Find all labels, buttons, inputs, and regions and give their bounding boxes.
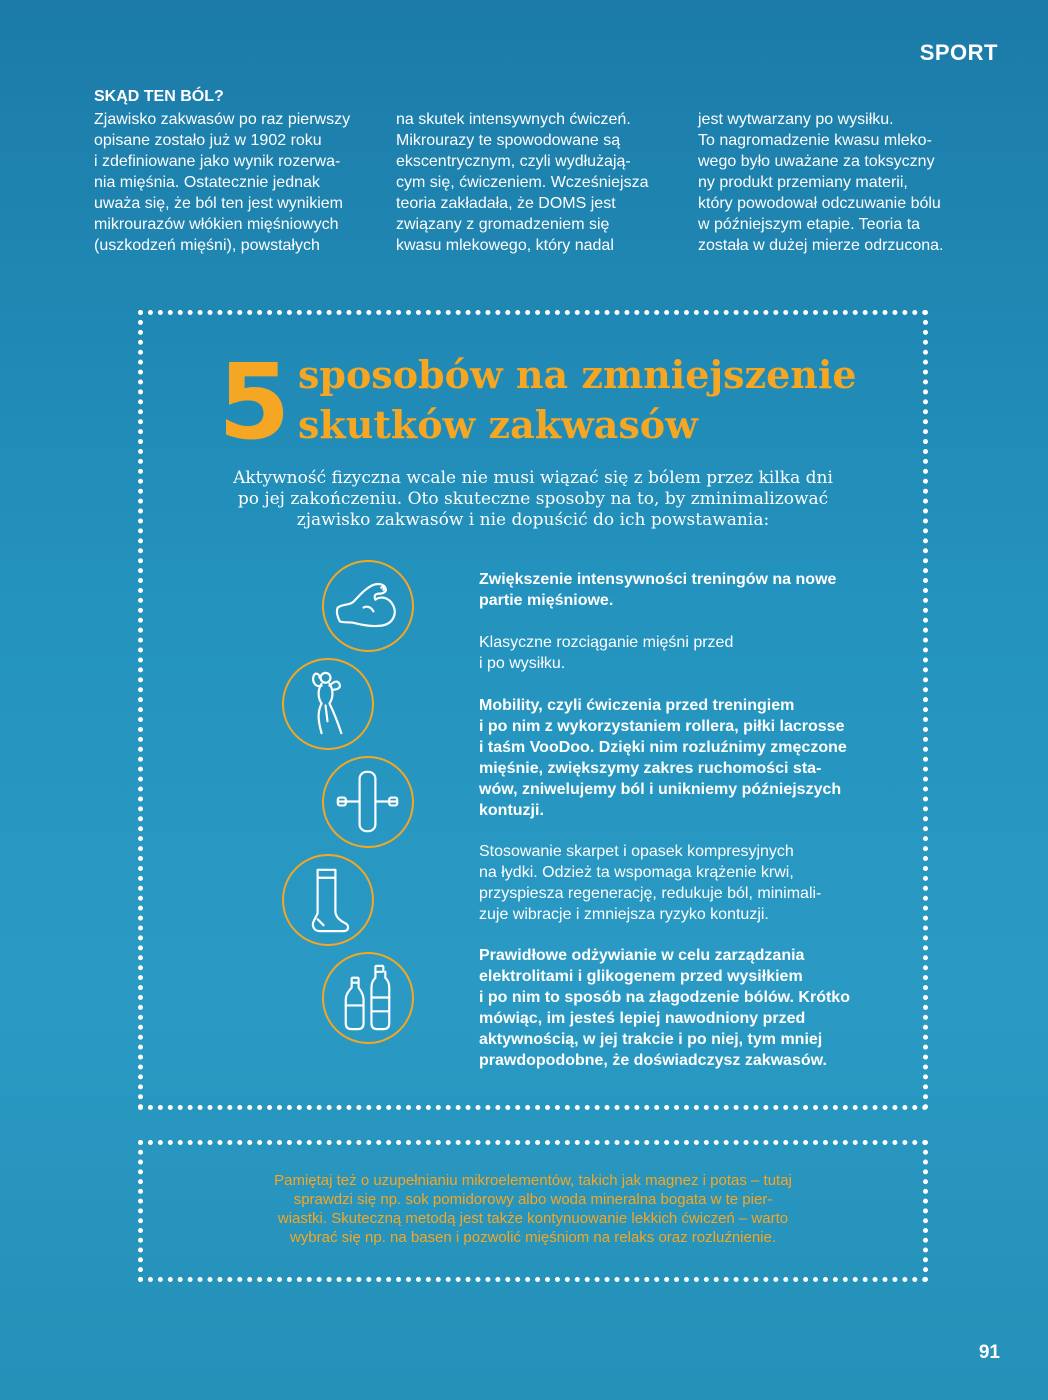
feature-title-line-2: skutków zakwasów: [298, 402, 698, 447]
compression-sock-icon: [282, 854, 374, 946]
section-label: SPORT: [919, 40, 998, 65]
tip-3: Mobility, czyli ćwiczenia przed treningiem i po nim z wykorzystaniem rollera, piłki lacrosse i taśm VooDoo. Dzięki nim rozluźnimy zmęczone mięśnie, zwiększymy zakres ruchomości sta- wów, zniwelujemy ból i unikniemy późniejszych kontuzji.: [479, 697, 847, 819]
tip-box-text: Pamiętaj też o uzupełnianiu mikroelementów, takich jak magnez i potas – tutaj sprawdzi się np. sok pomidorowy albo woda mineralna bogata w te pier- wiastki. Skuteczną metodą jest także kontynuowanie lekkich ćwiczeń – warto wybrać się np. na basen i pozwolić mięśniom na relaks oraz rozluźnienie.: [274, 1172, 792, 1246]
intro-heading: SKĄD TEN BÓL?: [94, 88, 224, 105]
feature-number: 5: [218, 341, 291, 463]
stretching-figure-icon: [282, 658, 374, 750]
water-bottles-icon: [322, 952, 414, 1044]
intro-column-3: jest wytwarzany po wysiłku. To nagromadzenie kwasu mleko- wego było uważane za toksyczny ny produkt przemiany materii, który powodował odczuwanie bólu w późniejszym etapie. Teoria ta została w dużej mierze odrzucona.: [698, 111, 944, 254]
tip-4: Stosowanie skarpet i opasek kompresyjnych na łydki. Odzież ta wspomaga krążenie krwi, przyspiesza regenerację, redukuje ból, minimali- zuje wibracje i zmniejsza ryzyko kontuzji.: [479, 843, 822, 923]
tip-1: Zwiększenie intensywności treningów na nowe partie mięśniowe.: [479, 571, 837, 609]
feature-title-line-1: sposobów na zmniejszenie: [298, 352, 857, 397]
foam-roller-icon: [322, 756, 414, 848]
tip-5: Prawidłowe odżywianie w celu zarządzania elektrolitami i glikogenem przed wysiłkiem i po nim to sposób na złagodzenie bólów. Krótko mówiąc, im jesteś lepiej nawodniony przed aktywnością, w jej trakcie i po niej, tym mniej prawdopodobne, że doświadczysz zakwasów.: [479, 947, 850, 1069]
flexed-bicep-icon: [322, 560, 414, 652]
feature-lead: Aktywność fizyczna wcale nie musi wiązać się z bólem przez kilka dni po jej zakończeniu. Oto skuteczne sposoby na to, by zminimalizować zjawisko zakwasów i nie dopuścić do ich powstawania:: [233, 468, 833, 530]
intro-column-2: na skutek intensywnych ćwiczeń. Mikrourazy te spowodowane są ekscentrycznym, czyli wydłużają- cym się, ćwiczeniem. Wcześniejsza teoria zakładała, że DOMS jest związany z gromadzeniem się kwasu mlekowego, który nadal: [396, 111, 649, 254]
intro-column-1: Zjawisko zakwasów po raz pierwszy opisane zostało już w 1902 roku i zdefiniowane jako wynik rozerwa- nia mięśnia. Ostatecznie jednak uważa się, że ból ten jest wynikiem mikrourazów włókien mięśniowych (uszkodzeń mięśni), powstałych: [94, 111, 351, 254]
page-number: 91: [978, 1342, 1000, 1363]
tip-2: Klasyczne rozciąganie mięśni przed i po wysiłku.: [479, 634, 734, 672]
